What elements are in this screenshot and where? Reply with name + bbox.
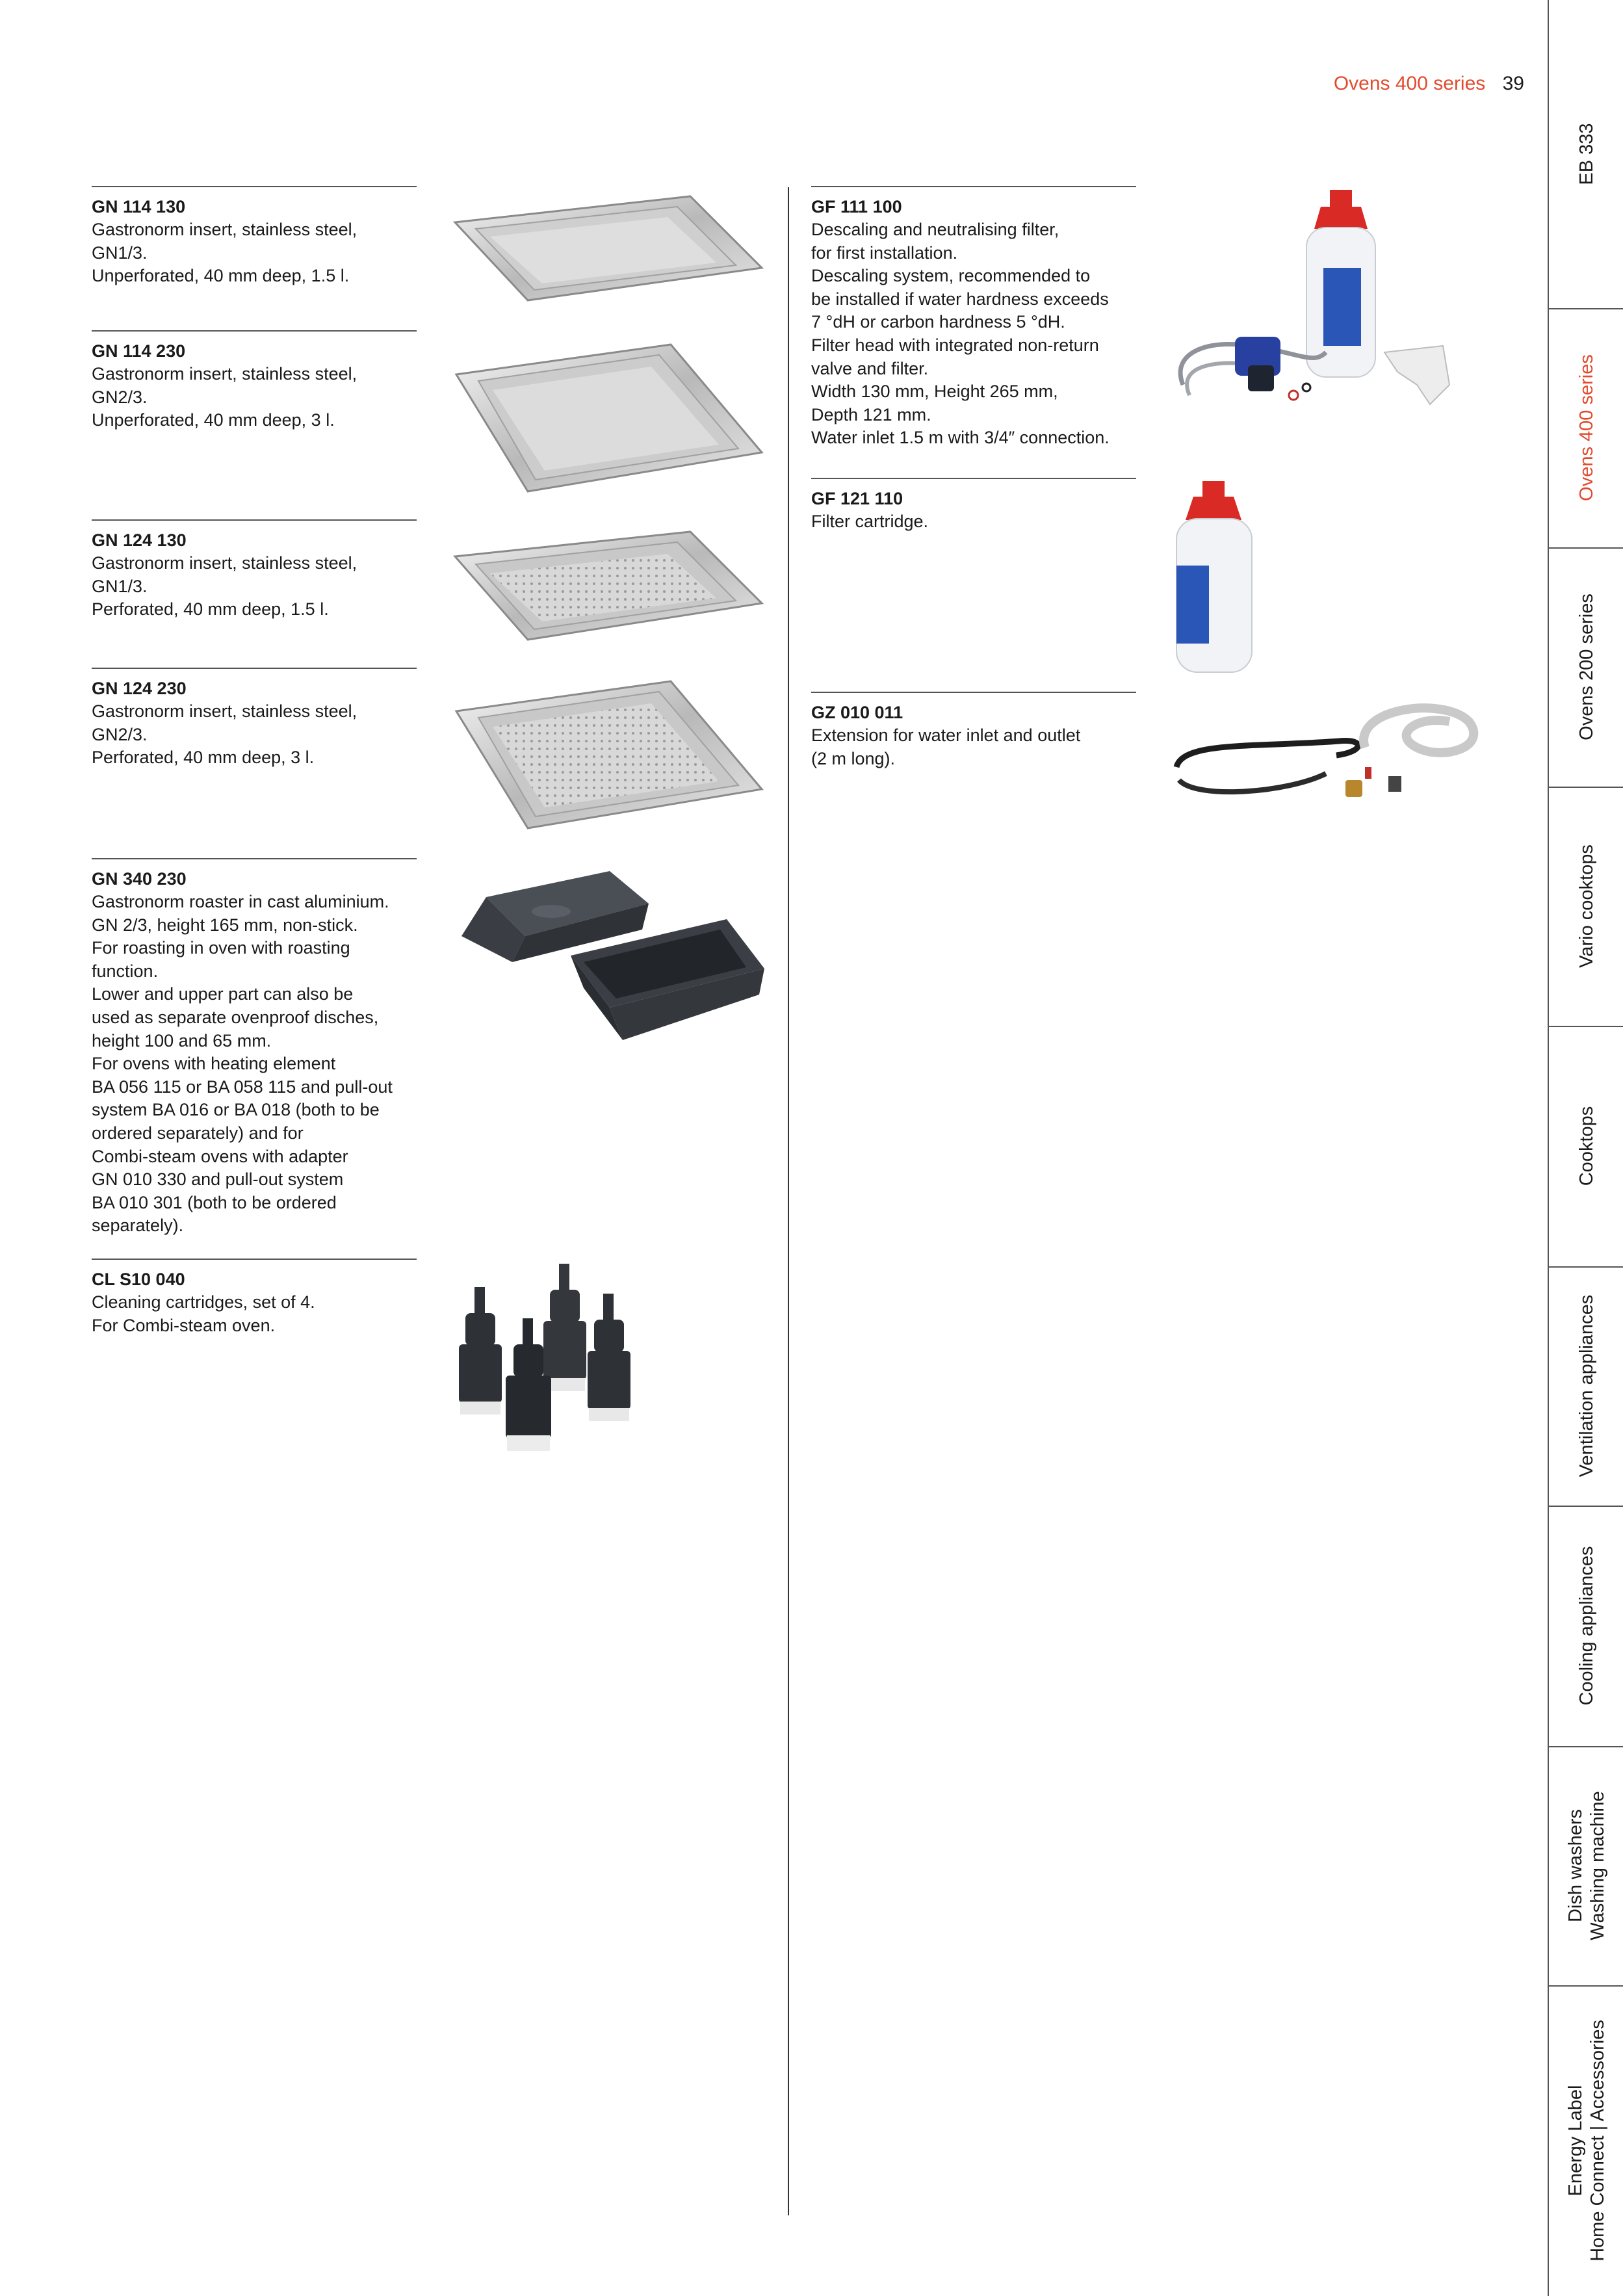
product-description-line: GN2/3.	[92, 724, 148, 744]
entry-divider	[92, 858, 417, 859]
side-tab-label: Dish washers Washing machine	[1565, 1791, 1608, 1940]
product-description-line: Unperforated, 40 mm deep, 3 l.	[92, 410, 335, 430]
descaling-filter-kit-image	[1170, 190, 1495, 424]
product-entry-gf-121-110	[811, 478, 1136, 534]
product-description-line: Gastronorm insert, stainless steel,	[92, 220, 357, 239]
product-code: GN 114 230	[92, 341, 186, 361]
gastronorm-insert-gn13-perforated-image	[450, 525, 768, 655]
roaster-cast-aluminium-image	[454, 865, 766, 1047]
product-description-line: For roasting in oven with roasting	[92, 938, 350, 958]
entry-divider	[92, 186, 417, 187]
product-code: GN 340 230	[92, 869, 187, 889]
side-tab-label: Cooling appliances	[1576, 1546, 1597, 1706]
side-tab-vario-cooktops[interactable]	[1549, 787, 1623, 1027]
product-description-line: ordered separately) and for	[92, 1123, 304, 1143]
product-description-line: function.	[92, 961, 159, 981]
product-description-line: GN1/3.	[92, 576, 148, 596]
product-code: GF 111 100	[811, 197, 902, 216]
product-description-line: be installed if water hardness exceeds	[811, 289, 1109, 309]
product-description-line: Perforated, 40 mm deep, 3 l.	[92, 748, 315, 768]
cartridge-back-left	[459, 1287, 502, 1415]
cartridge-back-right	[543, 1264, 586, 1391]
gastronorm-insert-gn23-unperforated-image	[450, 338, 768, 501]
product-description-line: Width 130 mm, Height 265 mm,	[811, 382, 1058, 402]
product-description-line: Gastronorm insert, stainless steel,	[92, 364, 357, 384]
product-description-line: For Combi-steam oven.	[92, 1315, 276, 1335]
side-tab-cooktops[interactable]	[1549, 1026, 1623, 1268]
product-code: GN 124 130	[92, 530, 187, 550]
product-code: CL S10 040	[92, 1270, 185, 1289]
product-description-line: Gastronorm insert, stainless steel,	[92, 553, 357, 573]
product-description-line: Lower and upper part can also be	[92, 984, 354, 1004]
side-tab-label: Ovens 200 series	[1576, 594, 1597, 740]
side-tab-label: Energy Label Home Connect | Accessories	[1565, 2020, 1608, 2262]
side-navigation	[1548, 0, 1623, 2296]
product-description-line: Perforated, 40 mm deep, 1.5 l.	[92, 599, 329, 620]
side-tab-ovens-400-series[interactable]	[1549, 308, 1623, 549]
product-description-line: Descaling and neutralising filter,	[811, 220, 1059, 239]
product-entry-gn-340-230	[92, 858, 417, 1238]
product-description-line: Depth 121 mm.	[811, 404, 931, 424]
product-description-line: Cleaning cartridges, set of 4.	[92, 1292, 315, 1312]
entry-divider	[92, 668, 417, 669]
entry-divider	[811, 692, 1136, 693]
product-description-line: system BA 016 or BA 018 (both to be	[92, 1100, 380, 1120]
product-description-line: Extension for water inlet and outlet	[811, 725, 1081, 745]
product-description-line: for first installation.	[811, 242, 958, 263]
entry-divider	[92, 330, 417, 332]
product-code: GN 114 130	[92, 197, 186, 216]
product-description-line: 7 °dH or carbon hardness 5 °dH.	[811, 312, 1065, 332]
side-tab-label: EB 333	[1576, 123, 1597, 185]
header-section-title: Ovens 400 series	[1333, 73, 1486, 94]
gastronorm-insert-gn13-unperforated-image	[450, 189, 768, 312]
product-entry-cl-s10-040	[92, 1259, 417, 1337]
gastronorm-insert-gn23-perforated-image	[450, 675, 768, 837]
product-entry-gn-124-130	[92, 519, 417, 621]
product-description-line: GN1/3.	[92, 242, 148, 263]
product-entry-gn-124-230	[92, 668, 417, 770]
product-description-line: (2 m long).	[811, 748, 896, 768]
product-entry-gz-010-011	[811, 692, 1136, 770]
entry-divider	[92, 1259, 417, 1260]
entry-divider	[811, 478, 1136, 479]
product-description-line: Unperforated, 40 mm deep, 1.5 l.	[92, 266, 350, 286]
product-description-line: BA 010 301 (both to be ordered	[92, 1192, 337, 1212]
extension-water-hoses-image	[1170, 696, 1488, 813]
product-description-line: GN2/3.	[92, 387, 148, 407]
side-tab-cooling-appliances[interactable]	[1549, 1506, 1623, 1747]
side-tab-label: Ovens 400 series	[1576, 354, 1597, 501]
column-divider	[788, 187, 789, 2215]
product-entry-gf-111-100	[811, 186, 1136, 450]
page-header	[1334, 73, 1524, 95]
side-tab-label: Vario cooktops	[1576, 844, 1597, 968]
side-tab-ovens-200-series[interactable]	[1549, 547, 1623, 788]
product-description-line: used as separate ovenproof disches,	[92, 1007, 379, 1027]
product-description-line: GN 2/3, height 165 mm, non-stick.	[92, 915, 358, 935]
product-entry-gn-114-230	[92, 330, 417, 432]
product-description-line: Descaling system, recommended to	[811, 266, 1091, 286]
product-description-line: Gastronorm insert, stainless steel,	[92, 701, 357, 721]
product-description-line: Combi-steam ovens with adapter	[92, 1146, 348, 1166]
product-description-line: For ovens with heating element	[92, 1054, 336, 1074]
product-description-line: BA 056 115 or BA 058 115 and pull-out	[92, 1076, 393, 1097]
product-code: GN 124 230	[92, 679, 187, 698]
cartridge-front-right	[588, 1294, 630, 1421]
entry-divider	[811, 186, 1136, 187]
filter-cartridge-image	[1170, 481, 1261, 676]
product-code: GZ 010 011	[811, 703, 903, 722]
product-description-line: height 100 and 65 mm.	[92, 1030, 272, 1050]
product-description-line: Filter cartridge.	[811, 512, 929, 531]
side-tab-label: Cooktops	[1576, 1106, 1597, 1186]
product-entry-gn-114-130	[92, 186, 417, 288]
page-number: 39	[1502, 73, 1524, 94]
cleaning-cartridges-image	[450, 1261, 651, 1508]
product-description-line: Gastronorm roaster in cast aluminium.	[92, 892, 389, 911]
product-code: GF 121 110	[811, 489, 903, 508]
product-description-line: valve and filter.	[811, 358, 929, 378]
entry-divider	[92, 519, 417, 521]
side-tab-dish-washers-washing-machine[interactable]	[1549, 1746, 1623, 1987]
product-description-line: separately).	[92, 1216, 184, 1236]
side-tab-label: Ventilation appliances	[1576, 1294, 1597, 1478]
product-description-line: GN 010 330 and pull-out system	[92, 1169, 344, 1190]
side-tab-ventilation-appliances[interactable]	[1549, 1266, 1623, 1507]
side-tab-eb-333[interactable]	[1549, 0, 1623, 309]
product-description-line: Filter head with integrated non-return	[811, 335, 1099, 355]
product-description-line: Water inlet 1.5 m with 3/4″ connection.	[811, 428, 1110, 448]
side-tab-energy-label-accessories[interactable]	[1549, 1985, 1623, 2296]
